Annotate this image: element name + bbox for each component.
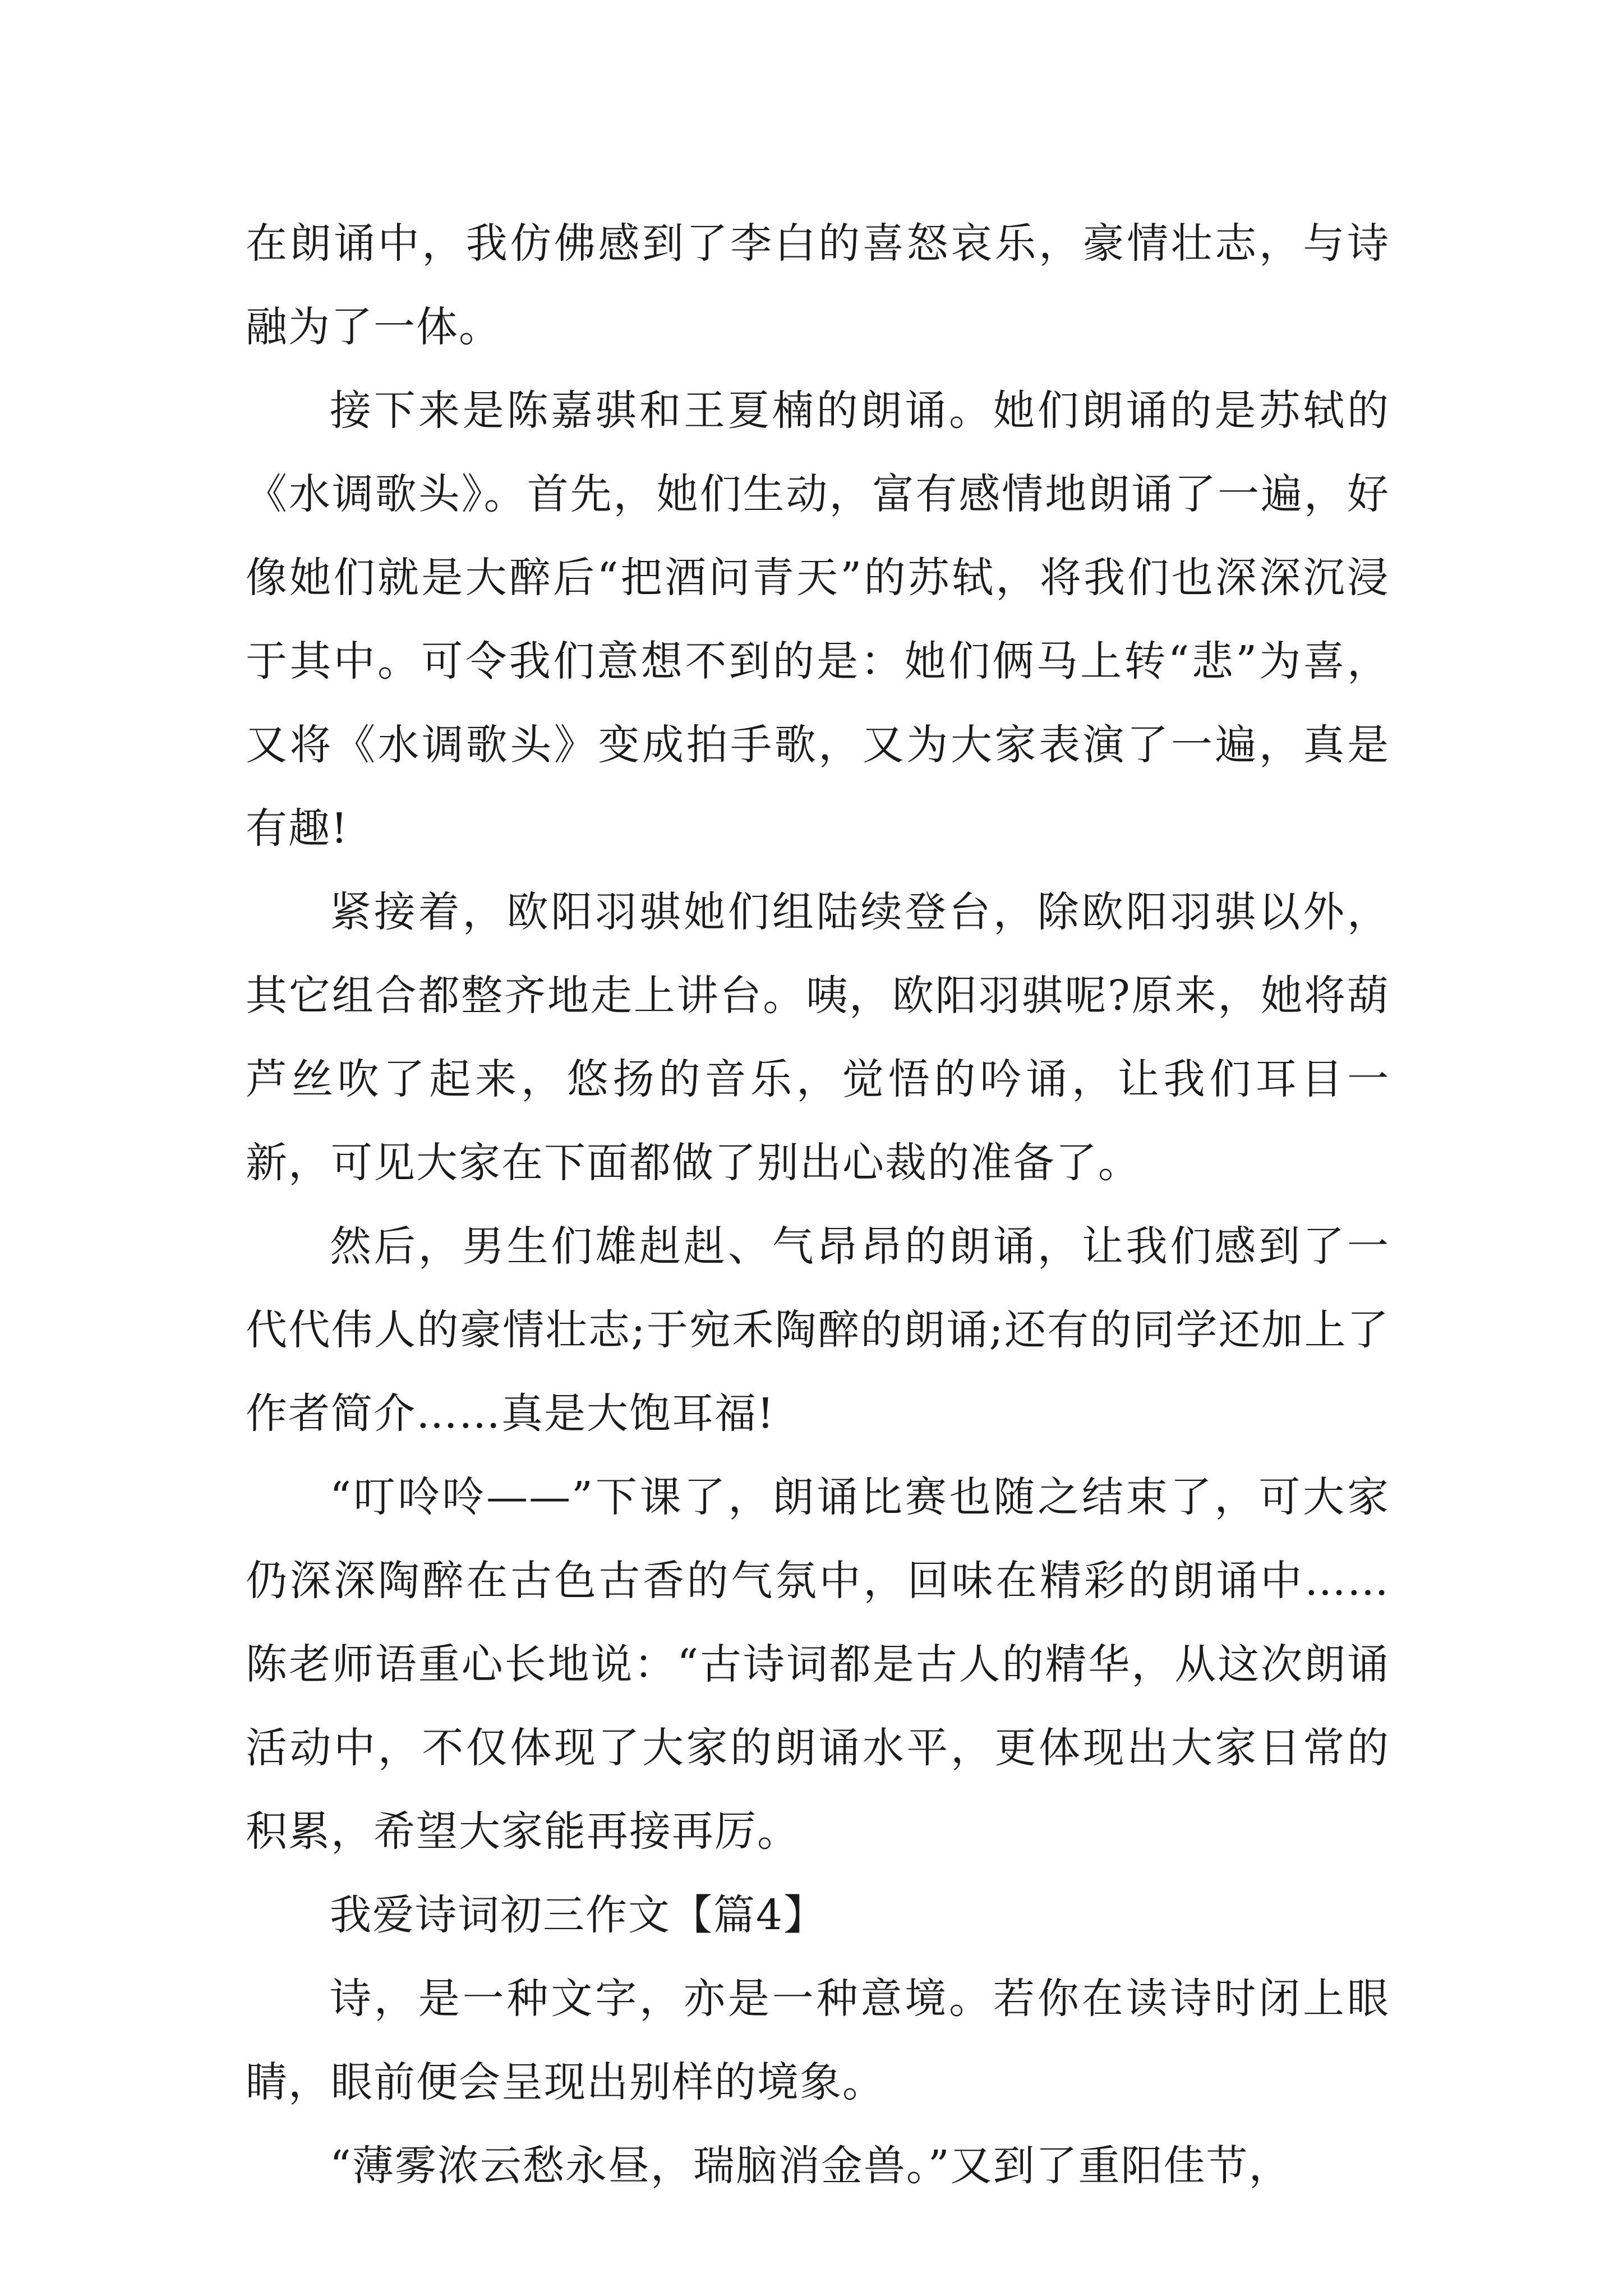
paragraph-7: “薄雾浓云愁永昼，瑞脑消金兽。”又到了重阳佳节， [330, 2142, 1292, 2190]
document-body [246, 202, 1390, 2208]
paragraph-5: “叮呤呤——”下课了，朗诵比赛也随之结束了，可大家仍深深陶醉在古色古香的气氛中，回味在精彩的朗诵中……陈老师语重心长地说：“古诗词都是古人的精华，从这次朗诵活动中，不仅体现了大家的朗诵水平，更体现出大家日常的积累，希望大家能再接再厉。 [246, 1473, 1390, 1856]
paragraph-1: 在朗诵中，我仿佛感到了李白的喜怒哀乐，豪情壮志，与诗融为了一体。 [246, 219, 1390, 351]
paragraph-2: 接下来是陈嘉骐和王夏楠的朗诵。她们朗诵的是苏轼的《水调歌头》。首先，她们生动，富有感情地朗诵了一遍，好像她们就是大醉后“把酒问青天”的苏轼，将我们也深深沉浸于其中。可令我们意想不到的是：她们俩马上转“悲”为喜，又将《水调歌头》变成拍手歌，又为大家表演了一遍，真是有趣! [246, 386, 1390, 853]
paragraph-6: 诗，是一种文字，亦是一种意境。若你在读诗时闭上眼睛，眼前便会呈现出别样的境象。 [246, 1975, 1390, 2106]
paragraph-4: 然后，男生们雄赳赳、气昂昂的朗诵，让我们感到了一代代伟人的豪情壮志;于宛禾陶醉的朗诵;还有的同学还加上了作者简介……真是大饱耳福! [246, 1222, 1390, 1438]
section-heading: 我爱诗词初三作文【篇4】 [330, 1891, 827, 1939]
paragraph-3: 紧接着，欧阳羽骐她们组陆续登台，除欧阳羽骐以外，其它组合都整齐地走上讲台。咦，欧阳羽骐呢?原来，她将葫芦丝吹了起来，悠扬的音乐，觉悟的吟诵，让我们耳目一新，可见大家在下面都做了别出心裁的准备了。 [246, 888, 1390, 1187]
